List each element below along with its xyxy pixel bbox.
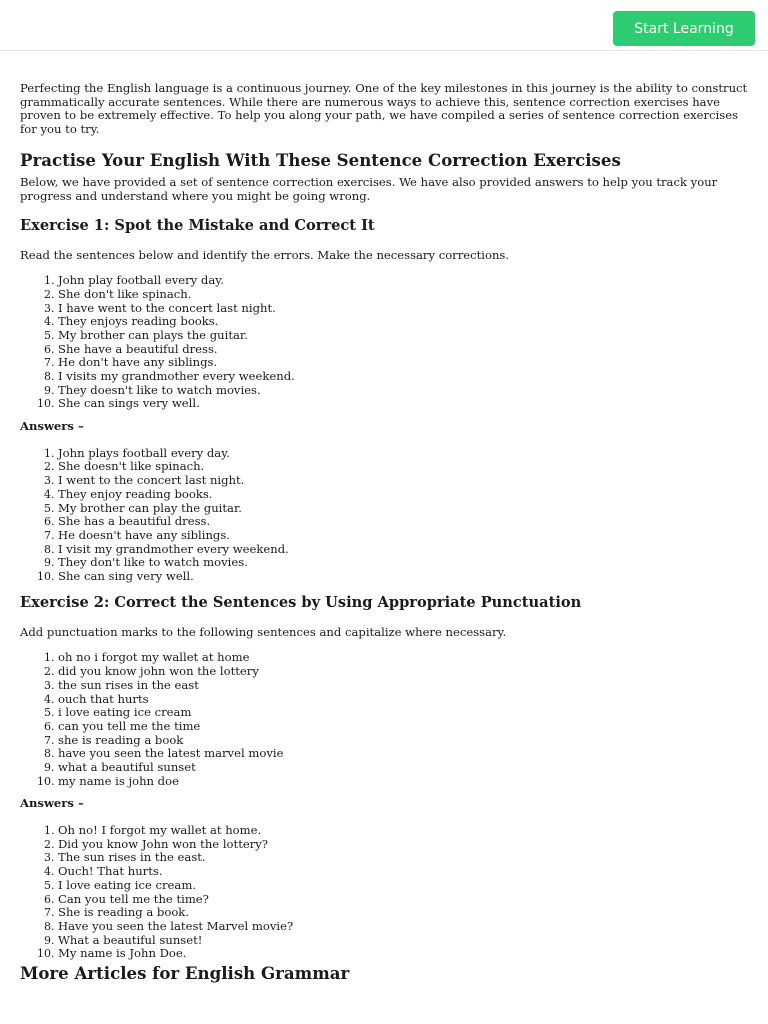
list-item: 1. John plays football every day.: [58, 447, 748, 461]
list-item: 9. They don't like to watch movies.: [58, 556, 748, 570]
list-item: 9. What a beautiful sunset!: [58, 934, 748, 948]
list-item: 2. Did you know John won the lottery?: [58, 838, 748, 852]
list-item: 6. She has a beautiful dress.: [58, 515, 748, 529]
exercise-1-instruction: Read the sentences below and identify the errors. Make the necessary corrections.: [20, 247, 510, 262]
list-item: 10. She can sings very well.: [58, 397, 748, 411]
list-item: 1. John play football every day.: [58, 274, 748, 288]
list-item: 10. She can sing very well.: [58, 570, 748, 584]
list-item: 8. Have you seen the latest Marvel movie?: [58, 920, 748, 934]
list-item: 3. The sun rises in the east.: [58, 851, 748, 865]
list-item: 3. the sun rises in the east: [58, 679, 748, 693]
list-item: 7. He don't have any siblings.: [58, 356, 748, 370]
start-learning-button[interactable]: Start Learning: [613, 11, 755, 46]
section-description: Below, we have provided a set of sentence correction exercises. We have also provided answers to help you track your progress and understand where you might be going wrong.: [20, 175, 718, 203]
list-item: 6. She have a beautiful dress.: [58, 343, 748, 357]
list-item: 5. i love eating ice cream: [58, 706, 748, 720]
list-item: 8. I visits my grandmother every weekend.: [58, 370, 748, 384]
top-bar: [0, 0, 768, 51]
list-item: 2. She doesn't like spinach.: [58, 460, 748, 474]
list-item: 1. oh no i forgot my wallet at home: [58, 651, 748, 665]
exercise-1-title: Exercise 1: Spot the Mistake and Correct It: [20, 216, 375, 234]
list-item: 5. My brother can plays the guitar.: [58, 329, 748, 343]
list-item: 3. I went to the concert last night.: [58, 474, 748, 488]
list-item: 8. have you seen the latest marvel movie: [58, 747, 748, 761]
exercise-2-questions: [20, 651, 748, 788]
exercise-2-title: Exercise 2: Correct the Sentences by Using Appropriate Punctuation: [20, 593, 582, 611]
list-item: 9. They doesn't like to watch movies.: [58, 384, 748, 398]
more-articles-title: More Articles for English Grammar: [20, 963, 350, 984]
list-item: 7. He doesn't have any siblings.: [58, 529, 748, 543]
list-item: 4. ouch that hurts: [58, 693, 748, 707]
intro-paragraph: Perfecting the English language is a continuous journey. One of the key milestones in this journey is the ability to construct grammatically accurate sentences. While there are numerous ways to achieve this, sentence correction exercises have proven to be extremely effective. To help you along your path, we have compiled a series of sentence correction exercises for you to try.: [20, 81, 748, 136]
exercise-1-questions: [20, 274, 748, 411]
list-item: 6. Can you tell me the time?: [58, 893, 748, 907]
list-item: 5. I love eating ice cream.: [58, 879, 748, 893]
exercise-2-instruction: Add punctuation marks to the following sentences and capitalize where necessary.: [20, 624, 507, 639]
list-item: 2. did you know john won the lottery: [58, 665, 748, 679]
list-item: 4. Ouch! That hurts.: [58, 865, 748, 879]
list-item: 10. My name is John Doe.: [58, 947, 748, 961]
list-item: 4. They enjoy reading books.: [58, 488, 748, 502]
list-item: 5. My brother can play the guitar.: [58, 502, 748, 516]
list-item: 8. I visit my grandmother every weekend.: [58, 543, 748, 557]
section-title: Practise Your English With These Sentence Correction Exercises: [20, 150, 621, 171]
list-item: 3. I have went to the concert last night.: [58, 302, 748, 316]
list-item: 4. They enjoys reading books.: [58, 315, 748, 329]
list-item: 7. she is reading a book: [58, 734, 748, 748]
list-item: 2. She don't like spinach.: [58, 288, 748, 302]
answers-label: Answers –: [20, 796, 84, 811]
list-item: 7. She is reading a book.: [58, 906, 748, 920]
list-item: 1. Oh no! I forgot my wallet at home.: [58, 824, 748, 838]
list-item: 10. my name is john doe: [58, 775, 748, 789]
article-content: [20, 82, 748, 983]
answers-label: Answers –: [20, 419, 84, 434]
exercise-2-answers: [20, 824, 748, 961]
list-item: 6. can you tell me the time: [58, 720, 748, 734]
exercise-1-answers: [20, 447, 748, 584]
list-item: 9. what a beautiful sunset: [58, 761, 748, 775]
